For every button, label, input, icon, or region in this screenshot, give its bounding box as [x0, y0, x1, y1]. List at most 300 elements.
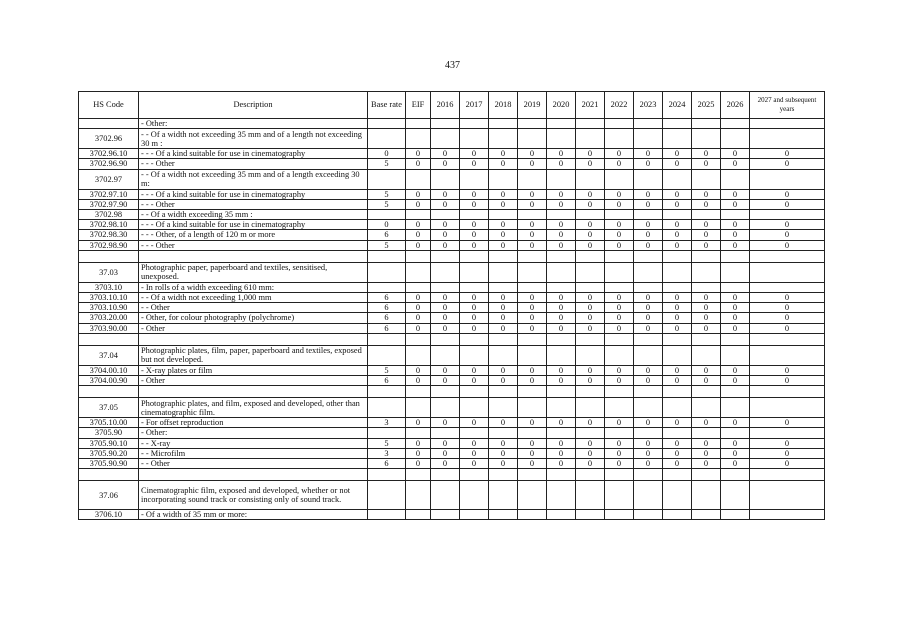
- rate-cell: [692, 210, 721, 220]
- rate-cell: 0: [721, 313, 750, 323]
- rate-cell: 0: [518, 365, 547, 375]
- base-rate-cell: 6: [368, 230, 406, 240]
- rate-cell: 0: [721, 365, 750, 375]
- rate-cell: 0: [489, 323, 518, 333]
- empty-cell: [489, 333, 518, 345]
- header-row: [79, 92, 825, 119]
- rate-cell: 0: [547, 376, 576, 386]
- rate-cell: [576, 119, 605, 129]
- rate-cell: 0: [605, 199, 634, 209]
- rate-cell: 0: [692, 459, 721, 469]
- base-rate-cell: [368, 129, 406, 149]
- empty-cell: [406, 469, 431, 481]
- table-row: [79, 282, 825, 292]
- rate-cell: 0: [431, 199, 460, 209]
- rate-cell: 0: [489, 448, 518, 458]
- rate-cell: 0: [547, 323, 576, 333]
- rate-cell: 0: [605, 418, 634, 428]
- hs-code-cell: 3702.97.90: [79, 199, 139, 209]
- rate-cell: 0: [750, 418, 825, 428]
- rate-cell: 0: [460, 323, 489, 333]
- description-cell: Cinematographic film, exposed and developed, whether or not incorporating sound track or consisting only of sound track.: [139, 481, 368, 510]
- rate-cell: 0: [406, 149, 431, 159]
- rate-cell: [750, 428, 825, 438]
- hs-code-cell: 3703.10.10: [79, 293, 139, 303]
- header-subsequent-years: 2027 and subsequent years: [750, 92, 825, 119]
- base-rate-cell: 0: [368, 149, 406, 159]
- rate-cell: [406, 119, 431, 129]
- empty-cell: [576, 333, 605, 345]
- base-rate-cell: 6: [368, 313, 406, 323]
- hs-code-cell: 37.05: [79, 398, 139, 418]
- rate-cell: 0: [431, 159, 460, 169]
- rate-cell: 0: [489, 220, 518, 230]
- rate-cell: [460, 262, 489, 282]
- rate-cell: [605, 169, 634, 189]
- table-row: [79, 210, 825, 220]
- base-rate-cell: 5: [368, 159, 406, 169]
- rate-cell: [547, 262, 576, 282]
- rate-cell: 0: [634, 313, 663, 323]
- rate-cell: 0: [663, 459, 692, 469]
- rate-cell: 0: [663, 189, 692, 199]
- base-rate-cell: [368, 282, 406, 292]
- rate-cell: 0: [518, 438, 547, 448]
- rate-cell: 0: [576, 448, 605, 458]
- rate-cell: 0: [431, 438, 460, 448]
- rate-cell: 0: [431, 313, 460, 323]
- rate-cell: 0: [750, 303, 825, 313]
- rate-cell: 0: [406, 293, 431, 303]
- rate-cell: [460, 210, 489, 220]
- rate-cell: 0: [605, 303, 634, 313]
- rate-cell: [634, 481, 663, 510]
- hs-code-cell: 3705.90.20: [79, 448, 139, 458]
- rate-cell: 0: [634, 149, 663, 159]
- rate-cell: 0: [721, 459, 750, 469]
- rate-cell: [547, 119, 576, 129]
- rate-cell: 0: [692, 303, 721, 313]
- empty-cell: [634, 386, 663, 398]
- rate-cell: 0: [750, 365, 825, 375]
- rate-cell: [605, 210, 634, 220]
- description-cell: - - Microfilm: [139, 448, 368, 458]
- rate-cell: [721, 398, 750, 418]
- rate-cell: 0: [547, 303, 576, 313]
- rate-cell: [750, 282, 825, 292]
- description-cell: - - - Of a kind suitable for use in cinematography: [139, 189, 368, 199]
- rate-cell: 0: [460, 376, 489, 386]
- rate-cell: 0: [547, 240, 576, 250]
- rate-cell: 0: [431, 189, 460, 199]
- rate-cell: [518, 428, 547, 438]
- rate-cell: 0: [750, 448, 825, 458]
- rate-cell: 0: [663, 376, 692, 386]
- hs-code-cell: 3705.90.10: [79, 438, 139, 448]
- rate-cell: 0: [489, 376, 518, 386]
- rate-cell: 0: [692, 313, 721, 323]
- rate-cell: 0: [576, 230, 605, 240]
- rate-cell: [576, 345, 605, 365]
- rate-cell: 0: [750, 323, 825, 333]
- rate-cell: 0: [576, 240, 605, 250]
- rate-cell: 0: [547, 293, 576, 303]
- rate-cell: [634, 210, 663, 220]
- base-rate-cell: 0: [368, 220, 406, 230]
- rate-cell: 0: [721, 230, 750, 240]
- empty-cell: [368, 250, 406, 262]
- rate-cell: 0: [547, 418, 576, 428]
- rate-cell: [489, 119, 518, 129]
- rate-cell: [634, 398, 663, 418]
- table-row: [79, 398, 825, 418]
- empty-cell: [663, 333, 692, 345]
- rate-cell: [576, 169, 605, 189]
- rate-cell: 0: [576, 220, 605, 230]
- rate-cell: 0: [576, 313, 605, 323]
- rate-cell: [460, 129, 489, 149]
- rate-cell: 0: [663, 448, 692, 458]
- rate-cell: 0: [406, 303, 431, 313]
- empty-cell: [634, 469, 663, 481]
- description-cell: Photographic plates, and film, exposed and developed, other than cinematographic film.: [139, 398, 368, 418]
- empty-cell: [139, 250, 368, 262]
- rate-cell: 0: [547, 220, 576, 230]
- rate-cell: 0: [431, 376, 460, 386]
- rate-cell: [663, 282, 692, 292]
- base-rate-cell: [368, 169, 406, 189]
- rate-cell: 0: [406, 220, 431, 230]
- description-cell: - Other: [139, 323, 368, 333]
- rate-cell: [750, 481, 825, 510]
- rate-cell: [692, 262, 721, 282]
- rate-cell: [406, 481, 431, 510]
- rate-cell: 0: [634, 240, 663, 250]
- rate-cell: 0: [431, 240, 460, 250]
- empty-cell: [489, 386, 518, 398]
- rate-cell: [489, 345, 518, 365]
- rate-cell: 0: [431, 303, 460, 313]
- hs-code-cell: 3702.96: [79, 129, 139, 149]
- rate-cell: [489, 129, 518, 149]
- base-rate-cell: 5: [368, 365, 406, 375]
- rate-cell: [721, 481, 750, 510]
- rate-cell: 0: [663, 159, 692, 169]
- rate-cell: 0: [721, 448, 750, 458]
- rate-cell: 0: [489, 240, 518, 250]
- empty-cell: [576, 386, 605, 398]
- rate-cell: 0: [406, 438, 431, 448]
- table-row: [79, 438, 825, 448]
- rate-cell: [576, 398, 605, 418]
- rate-cell: [576, 481, 605, 510]
- rate-cell: [489, 428, 518, 438]
- rate-cell: 0: [547, 189, 576, 199]
- rate-cell: 0: [406, 323, 431, 333]
- rate-cell: 0: [663, 323, 692, 333]
- rate-cell: [518, 481, 547, 510]
- rate-cell: 0: [460, 438, 489, 448]
- base-rate-cell: 5: [368, 240, 406, 250]
- header-year: 2021: [576, 92, 605, 119]
- rate-cell: 0: [576, 418, 605, 428]
- spacer-row: [79, 250, 825, 262]
- hs-code-cell: 3702.96.90: [79, 159, 139, 169]
- rate-cell: [460, 345, 489, 365]
- rate-cell: 0: [605, 448, 634, 458]
- empty-cell: [547, 333, 576, 345]
- empty-cell: [460, 386, 489, 398]
- rate-cell: [518, 510, 547, 520]
- base-rate-cell: 6: [368, 323, 406, 333]
- rate-cell: [518, 119, 547, 129]
- rate-cell: [406, 129, 431, 149]
- empty-cell: [79, 469, 139, 481]
- table-row: [79, 293, 825, 303]
- rate-cell: 0: [576, 303, 605, 313]
- rate-cell: 0: [576, 293, 605, 303]
- rate-cell: [489, 169, 518, 189]
- hs-code-cell: 3705.90.90: [79, 459, 139, 469]
- table-row: [79, 169, 825, 189]
- hs-code-cell: 3703.10.90: [79, 303, 139, 313]
- rate-cell: 0: [721, 199, 750, 209]
- rate-cell: 0: [489, 303, 518, 313]
- rate-cell: [692, 428, 721, 438]
- rate-cell: [547, 129, 576, 149]
- hs-code-cell: 3705.90: [79, 428, 139, 438]
- spacer-row: [79, 469, 825, 481]
- rate-cell: 0: [605, 459, 634, 469]
- rate-cell: 0: [721, 303, 750, 313]
- rate-cell: [634, 428, 663, 438]
- header-year: 2020: [547, 92, 576, 119]
- hs-code-cell: 3702.97.10: [79, 189, 139, 199]
- rate-cell: [431, 481, 460, 510]
- rate-cell: 0: [431, 418, 460, 428]
- rate-cell: 0: [518, 418, 547, 428]
- empty-cell: [79, 250, 139, 262]
- table-row: [79, 159, 825, 169]
- table-row: [79, 189, 825, 199]
- empty-cell: [547, 469, 576, 481]
- empty-cell: [576, 250, 605, 262]
- rate-cell: 0: [750, 376, 825, 386]
- rate-cell: [431, 169, 460, 189]
- header-year: 2023: [634, 92, 663, 119]
- rate-cell: 0: [431, 365, 460, 375]
- rate-cell: [663, 169, 692, 189]
- rate-cell: [547, 428, 576, 438]
- rate-cell: 0: [460, 418, 489, 428]
- rate-cell: [721, 169, 750, 189]
- empty-cell: [605, 333, 634, 345]
- rate-cell: 0: [605, 438, 634, 448]
- rate-cell: [460, 510, 489, 520]
- rate-cell: [605, 428, 634, 438]
- rate-cell: [605, 345, 634, 365]
- rate-cell: 0: [460, 149, 489, 159]
- rate-cell: 0: [406, 313, 431, 323]
- empty-cell: [692, 333, 721, 345]
- header-year: 2025: [692, 92, 721, 119]
- header-year: 2026: [721, 92, 750, 119]
- rate-cell: 0: [576, 438, 605, 448]
- description-cell: - - Of a width not exceeding 35 mm and of a length exceeding 30 m:: [139, 169, 368, 189]
- hs-code-cell: 3702.97: [79, 169, 139, 189]
- rate-cell: 0: [431, 323, 460, 333]
- base-rate-cell: 5: [368, 189, 406, 199]
- rate-cell: 0: [576, 365, 605, 375]
- rate-cell: 0: [406, 459, 431, 469]
- rate-cell: 0: [460, 459, 489, 469]
- rate-cell: [576, 510, 605, 520]
- rate-cell: [605, 481, 634, 510]
- rate-cell: 0: [750, 240, 825, 250]
- description-cell: - - Other: [139, 459, 368, 469]
- rate-cell: 0: [721, 418, 750, 428]
- empty-cell: [139, 333, 368, 345]
- empty-cell: [634, 250, 663, 262]
- rate-cell: 0: [692, 149, 721, 159]
- empty-cell: [721, 333, 750, 345]
- rate-cell: 0: [605, 149, 634, 159]
- rate-cell: [518, 169, 547, 189]
- empty-cell: [605, 469, 634, 481]
- rate-cell: 0: [634, 459, 663, 469]
- hs-code-cell: 37.03: [79, 262, 139, 282]
- hs-code-cell: 3704.00.10: [79, 365, 139, 375]
- rate-cell: 0: [406, 365, 431, 375]
- base-rate-cell: 6: [368, 293, 406, 303]
- rate-cell: 0: [518, 159, 547, 169]
- rate-cell: [605, 129, 634, 149]
- rate-cell: 0: [663, 199, 692, 209]
- rate-cell: [431, 428, 460, 438]
- rate-cell: [576, 428, 605, 438]
- empty-cell: [79, 386, 139, 398]
- rate-cell: 0: [605, 220, 634, 230]
- rate-cell: [692, 398, 721, 418]
- rate-cell: 0: [750, 189, 825, 199]
- hs-code-cell: 3702.96.10: [79, 149, 139, 159]
- rate-cell: 0: [406, 448, 431, 458]
- table-row: [79, 510, 825, 520]
- empty-cell: [489, 469, 518, 481]
- table-row: [79, 262, 825, 282]
- hs-code-cell: 3702.98.10: [79, 220, 139, 230]
- rate-cell: 0: [431, 230, 460, 240]
- rate-cell: [634, 510, 663, 520]
- rate-cell: [406, 345, 431, 365]
- rate-cell: 0: [721, 149, 750, 159]
- base-rate-cell: [368, 262, 406, 282]
- empty-cell: [406, 333, 431, 345]
- empty-cell: [489, 250, 518, 262]
- rate-cell: 0: [605, 230, 634, 240]
- rate-cell: 0: [547, 365, 576, 375]
- rate-cell: 0: [460, 365, 489, 375]
- rate-cell: [634, 169, 663, 189]
- hs-code-cell: 3702.98.90: [79, 240, 139, 250]
- rate-cell: 0: [406, 240, 431, 250]
- description-cell: - - Of a width not exceeding 35 mm and of a length not exceeding 30 m :: [139, 129, 368, 149]
- rate-cell: [663, 210, 692, 220]
- rate-cell: 0: [750, 149, 825, 159]
- rate-cell: [605, 282, 634, 292]
- rate-cell: 0: [692, 323, 721, 333]
- empty-cell: [750, 250, 825, 262]
- rate-cell: [431, 262, 460, 282]
- rate-cell: 0: [692, 376, 721, 386]
- rate-cell: [663, 345, 692, 365]
- rate-cell: 0: [692, 418, 721, 428]
- rate-cell: [406, 210, 431, 220]
- rate-cell: 0: [663, 418, 692, 428]
- rate-cell: 0: [489, 365, 518, 375]
- rate-cell: [431, 282, 460, 292]
- rate-cell: [634, 282, 663, 292]
- rate-cell: [489, 398, 518, 418]
- rate-cell: [692, 481, 721, 510]
- description-cell: - - Of a width not exceeding 1,000 mm: [139, 293, 368, 303]
- rate-cell: 0: [663, 240, 692, 250]
- rate-cell: [692, 169, 721, 189]
- rate-cell: [750, 398, 825, 418]
- empty-cell: [518, 469, 547, 481]
- rate-cell: 0: [518, 189, 547, 199]
- rate-cell: [663, 129, 692, 149]
- rate-cell: [750, 262, 825, 282]
- rate-cell: 0: [721, 293, 750, 303]
- description-cell: - - - Of a kind suitable for use in cinematography: [139, 149, 368, 159]
- rate-cell: [605, 119, 634, 129]
- hs-code-cell: 3703.90.00: [79, 323, 139, 333]
- rate-cell: 0: [431, 448, 460, 458]
- rate-cell: 0: [605, 240, 634, 250]
- rate-cell: 0: [431, 149, 460, 159]
- empty-cell: [750, 469, 825, 481]
- rate-cell: [663, 481, 692, 510]
- empty-cell: [605, 250, 634, 262]
- rate-cell: 0: [460, 313, 489, 323]
- rate-cell: 0: [750, 220, 825, 230]
- rate-cell: [489, 510, 518, 520]
- rate-cell: 0: [605, 189, 634, 199]
- rate-cell: [431, 510, 460, 520]
- page-number: 437: [445, 60, 460, 71]
- table-row: [79, 313, 825, 323]
- rate-cell: 0: [547, 448, 576, 458]
- empty-cell: [518, 386, 547, 398]
- rate-cell: 0: [460, 303, 489, 313]
- base-rate-cell: [368, 510, 406, 520]
- rate-cell: [663, 428, 692, 438]
- rate-cell: [431, 119, 460, 129]
- rate-cell: 0: [634, 448, 663, 458]
- empty-cell: [692, 386, 721, 398]
- description-cell: - - Of a width exceeding 35 mm :: [139, 210, 368, 220]
- rate-cell: [518, 345, 547, 365]
- rate-cell: [518, 210, 547, 220]
- rate-cell: [547, 282, 576, 292]
- header-eif: EIF: [406, 92, 431, 119]
- rate-cell: [547, 510, 576, 520]
- rate-cell: [605, 262, 634, 282]
- rate-cell: [518, 282, 547, 292]
- rate-cell: [489, 210, 518, 220]
- rate-cell: 0: [750, 199, 825, 209]
